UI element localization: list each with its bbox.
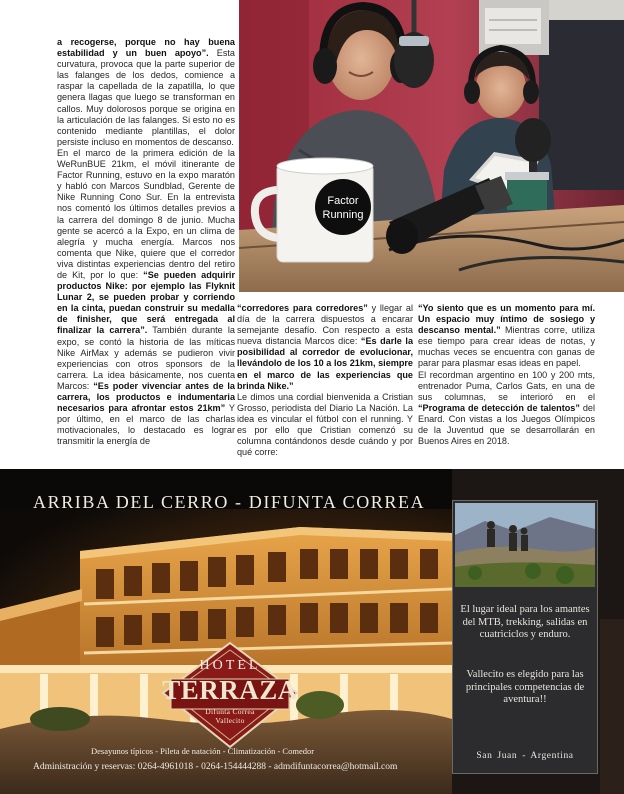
logo-terraza-text: TERRAZA — [162, 675, 298, 705]
article-text: El recordman argentino en 100 y 200 mts, entrenador Puma, Carlos Gats, en una de sus columnas, se interioró en el — [418, 369, 595, 402]
hikers-photo — [455, 503, 595, 587]
article-quote: “Se pueden adquirir productos Nike: por ejemplo las Flyknit Lunar 2, se pueden probar y corriendo en la cinta, puedan construir su medalla de finisher, que será entregada al finalizar la carrera”. — [57, 269, 235, 336]
logo-subtitle-1: Difunta Correa — [205, 707, 255, 716]
article-column-2 — [237, 303, 413, 469]
ad-headline: ARRIBA DEL CERRO - DIFUNTA CORREA — [33, 492, 426, 512]
article-quote: a recogerse, porque no hay buena estabilidad y un buen apoyo”. — [57, 37, 235, 59]
logo-subtitle-2: Vallecito — [215, 716, 245, 725]
article-column-1 — [57, 37, 235, 469]
article-quote: “Es poder vivenciar antes de la carrera, los productos e indumentaria necesarios para afrontar estos 21km” — [57, 380, 235, 414]
mug-text-line1: Factor — [327, 195, 359, 207]
article-column-3 — [418, 303, 595, 469]
hotel-services: Desayunos típicos - Pileta de natación - Climatización - Comedor — [91, 746, 315, 756]
radio-studio-photo — [239, 0, 624, 292]
hotel-contacts: Administración y reservas: 0264-4961018 - 0264-154444288 - admdifuntacorrea@hotmail.com — [33, 762, 398, 772]
article-text: Y por último, en el marco de las charlas motivacionales, lo destacado es lograr transmitir la energía de — [57, 403, 235, 447]
hotel-terraza-logo — [161, 641, 299, 749]
article-paragraph — [237, 303, 413, 392]
ad-location: San Juan - Argentina — [476, 751, 574, 761]
article-quote: “Yo siento que es un momento para mí. Un espacio muy íntimo de sosiego y descanso mental.” — [418, 303, 595, 336]
article-paragraph — [57, 148, 235, 448]
article-text: Le dimos una cordial bienvenida a Cristian Grosso, periodista del Diario La Nación. La idea es vincular el fútbol con el running. Y es por ello que Cristian comenzó su columna contándonos desde cuándo y por qué corre: — [237, 391, 413, 458]
article-text: y llegar al día de la carrera dispuestos a encarar semejante desafío. Con respecto a esta nueva distancia Marcos dice: — [237, 303, 413, 347]
ad-side-text-1: El lugar ideal para los amantes del MTB, trekking, salidas en cuatriciclos y enduro. — [460, 604, 590, 641]
article-text: También durante la expo, se contó la historia de las míticas Nike AirMax y además se pudieron vivir experiencias con otros sponsors de la carrera. La idea básicamente, nos cuenta Marcos: — [57, 325, 235, 391]
article-text: Esta curvatura, provoca que la parte superior de las falanges de los dedos, comience a raspar la capellada de la zapatilla, lo que genera llagas que luego se transforman en callos. Muy dolorosos porque se origina en la articulación de las falanges. Si esto no es contenido mediante plantillas, el dolor persiste incluso en momentos de descanso. — [57, 48, 235, 147]
article-quote: “Es darle la posibilidad al corredor de evolucionar, llevándolo de los 10 a los 21km, siempre en el marco de las experiencias que brinda Nike.” — [237, 336, 413, 391]
article-paragraph — [418, 370, 595, 448]
article-quote: “Programa de detección de talentos” — [418, 402, 580, 413]
logo-hotel-text: HOTEL — [199, 658, 261, 673]
article-text: del Enard. Con vistas a los Juegos Olímpicos de la Juventud que se desarrollarán en Buenos Aires en 2018. — [418, 402, 595, 447]
article-paragraph — [418, 303, 595, 370]
article-paragraph — [57, 37, 235, 148]
ad-side-text-2: Vallecito es elegido para las principales competencias de aventura!! — [465, 669, 585, 706]
article-text: En el marco de la primera edición de la WeRunBUE 21km, el móvil itinerante de Factor Running, estuvo en la expo maratón y habló con Marcos Sundblad, Gerente de Nike Running Cono Sur. En la entrevista nos comentó los últimos detalles previos a la carrera del domingo 8 de junio. Mucha gente se acercó a la Expo, en un clima de alegría y mucha energía. Marcos nos comenta que Nike, quiere que el corredor viva distintas experiencias dentro del retiro de Kit, por lo que: — [57, 147, 235, 280]
article-quote: “corredores para corredores” — [237, 303, 368, 313]
mug-text-line2: Running — [322, 209, 364, 221]
article-paragraph — [237, 392, 413, 459]
article-text: Mientras corre, utiliza ese tiempo para crear ideas de notas, y muchas veces se encuentra con ganas de parar para plasmar esas ideas en papel. — [418, 325, 595, 369]
